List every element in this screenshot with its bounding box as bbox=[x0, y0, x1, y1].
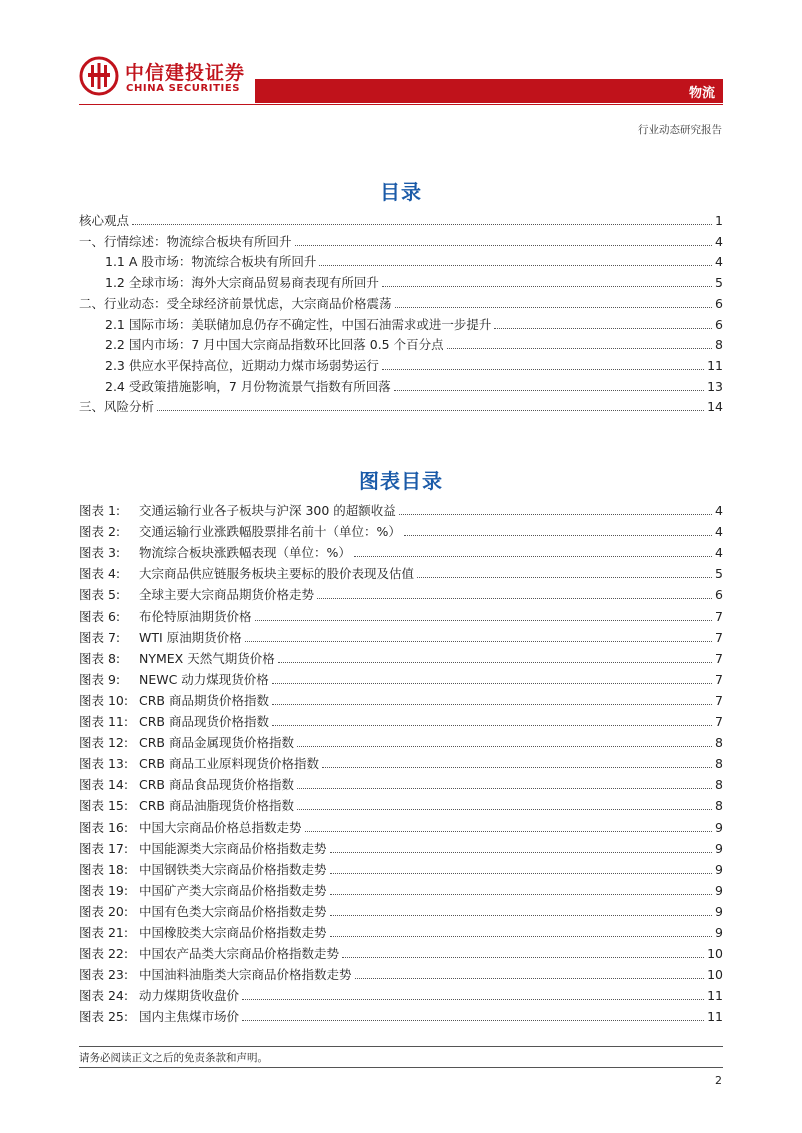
figure-title[interactable]: 中国能源类大宗商品价格指数走势 bbox=[139, 840, 327, 856]
toc-entry[interactable] bbox=[79, 313, 723, 333]
figure-entry[interactable] bbox=[79, 541, 723, 561]
report-type: 行业动态研究报告 bbox=[638, 124, 722, 136]
figure-leader-dots bbox=[242, 998, 704, 1000]
figure-page: 11 bbox=[707, 1009, 723, 1025]
figure-page: 9 bbox=[715, 925, 723, 940]
figure-number: 图表 4: bbox=[79, 566, 121, 582]
figure-entry[interactable] bbox=[79, 816, 723, 836]
figure-entry[interactable] bbox=[79, 773, 723, 793]
figure-number: 图表 9: bbox=[79, 671, 121, 687]
figure-entry[interactable] bbox=[79, 858, 723, 878]
toc-entry-title[interactable]: 2.1 国际市场：美联储加息仍存不确定性，中国石油需求或进一步提升 bbox=[105, 316, 492, 332]
figure-list-title: 图表目录 bbox=[359, 469, 443, 493]
sector-banner bbox=[255, 79, 723, 103]
figure-leader-dots bbox=[322, 766, 712, 768]
figure-page: 7 bbox=[715, 608, 723, 624]
toc-entry[interactable] bbox=[79, 271, 723, 291]
figure-title[interactable]: CRB 商品食品现货价格指数 bbox=[139, 777, 294, 793]
header-divider bbox=[79, 104, 723, 105]
figure-leader-dots bbox=[242, 1019, 704, 1021]
figure-entry[interactable] bbox=[79, 647, 723, 667]
toc-entry-title[interactable]: 1.2 全球市场：海外大宗商品贸易商表现有所回升 bbox=[105, 275, 379, 291]
figure-title[interactable]: 中国矿产类大宗商品价格指数走势 bbox=[139, 882, 327, 898]
figure-leader-dots bbox=[342, 956, 704, 958]
figure-entry[interactable] bbox=[79, 963, 723, 983]
toc-entry-page: 6 bbox=[715, 295, 723, 311]
figure-leader-dots bbox=[399, 513, 712, 515]
toc-entry-title[interactable]: 1.1 A 股市场：物流综合板块有所回升 bbox=[105, 254, 317, 270]
figure-page: 8 bbox=[715, 777, 723, 793]
figure-page: 7 bbox=[715, 650, 723, 666]
toc-entry-page: 6 bbox=[715, 316, 723, 332]
toc-entry-title[interactable]: 核心观点 bbox=[79, 213, 130, 228]
figure-page: 7 bbox=[715, 714, 723, 729]
figure-entry[interactable] bbox=[79, 900, 723, 920]
figure-number: 图表 23: bbox=[79, 967, 129, 983]
figure-page: 6 bbox=[715, 587, 723, 603]
figure-title[interactable]: CRB 商品工业原料现货价格指数 bbox=[139, 756, 319, 772]
figure-page: 4 bbox=[715, 503, 723, 518]
toc-entry-title[interactable]: 二、行业动态：受全球经济前景忧虑，大宗商品价格震荡 bbox=[79, 295, 392, 311]
toc-entry-title[interactable]: 2.4 受政策措施影响，7 月份物流景气指数有所回落 bbox=[105, 378, 391, 394]
disclaimer-text: 请务必阅读正文之后的免责条款和声明。 bbox=[79, 1052, 268, 1064]
toc-leader-dots bbox=[319, 264, 712, 266]
toc-entry-page: 4 bbox=[715, 233, 723, 249]
logo-chinese-name: 中信建投证券 bbox=[125, 62, 246, 84]
figure-leader-dots bbox=[297, 745, 712, 747]
figure-entry[interactable] bbox=[79, 562, 723, 582]
toc-entry[interactable] bbox=[79, 354, 723, 374]
figure-page: 9 bbox=[715, 819, 723, 835]
figure-leader-dots bbox=[417, 576, 712, 578]
figure-entry[interactable] bbox=[79, 879, 723, 899]
figure-leader-dots bbox=[330, 851, 713, 853]
toc-entry-title[interactable]: 2.2 国内市场：7 月中国大宗商品指数环比回落 0.5 个百分点 bbox=[105, 337, 444, 353]
toc-leader-dots bbox=[132, 223, 712, 225]
toc-entry-title[interactable]: 一、行情综述：物流综合板块有所回升 bbox=[79, 233, 292, 249]
figure-title[interactable]: CRB 商品金属现货价格指数 bbox=[139, 735, 294, 751]
toc-entry[interactable] bbox=[79, 395, 723, 415]
figure-number: 图表 13: bbox=[79, 756, 129, 772]
toc-entry[interactable] bbox=[79, 375, 723, 395]
toc-leader-dots bbox=[395, 306, 713, 308]
figure-title[interactable]: 中国有色类大宗商品价格指数走势 bbox=[139, 903, 327, 919]
figure-leader-dots bbox=[330, 872, 713, 874]
figure-title[interactable]: 物流综合板块涨跌幅表现（单位：%） bbox=[139, 545, 351, 561]
figure-entry[interactable] bbox=[79, 731, 723, 751]
figure-leader-dots bbox=[330, 893, 713, 895]
figure-page: 5 bbox=[715, 566, 723, 582]
figure-page: 4 bbox=[715, 524, 723, 540]
figure-leader-dots bbox=[305, 830, 713, 832]
toc-entry-page: 13 bbox=[707, 378, 723, 394]
figure-page: 7 bbox=[715, 629, 723, 645]
figure-leader-dots bbox=[354, 555, 712, 557]
figure-title[interactable]: NYMEX 天然气期货价格 bbox=[139, 650, 275, 666]
toc-entry-page: 5 bbox=[715, 275, 723, 291]
sector-label: 物流 bbox=[688, 86, 715, 101]
toc-leader-dots bbox=[295, 244, 713, 246]
toc-entry-title[interactable]: 三、风险分析 bbox=[79, 399, 155, 415]
figure-page: 10 bbox=[707, 946, 723, 962]
figure-number: 图表 7: bbox=[79, 629, 121, 645]
toc-entry-title[interactable]: 2.3 供应水平保持高位，近期动力煤市场弱势运行 bbox=[105, 357, 379, 373]
figure-entry[interactable] bbox=[79, 605, 723, 625]
figure-number: 图表 5: bbox=[79, 587, 121, 603]
figure-number: 图表 14: bbox=[79, 777, 129, 793]
figure-title[interactable]: 国内主焦煤市场价 bbox=[139, 1009, 240, 1025]
figure-number: 图表 8: bbox=[79, 650, 121, 666]
figure-number: 图表 18: bbox=[79, 861, 129, 877]
figure-leader-dots bbox=[297, 787, 712, 789]
figure-title[interactable]: WTI 原油期货价格 bbox=[139, 629, 242, 645]
figure-leader-dots bbox=[255, 619, 713, 621]
figure-page: 9 bbox=[715, 861, 723, 877]
figure-leader-dots bbox=[330, 914, 713, 916]
figure-number: 图表 19: bbox=[79, 882, 129, 898]
figure-leader-dots bbox=[272, 703, 712, 705]
figure-page: 9 bbox=[715, 840, 723, 856]
figure-leader-dots bbox=[278, 661, 712, 663]
figure-entry[interactable] bbox=[79, 942, 723, 962]
citic-logo-icon bbox=[79, 56, 119, 96]
figure-number: 图表 11: bbox=[79, 714, 129, 729]
figure-number: 图表 15: bbox=[79, 798, 129, 814]
figure-entry[interactable] bbox=[79, 837, 723, 857]
toc-leader-dots bbox=[494, 327, 712, 329]
figure-leader-dots bbox=[355, 977, 705, 979]
figure-title[interactable]: 中国油料油脂类大宗商品价格指数走势 bbox=[139, 967, 352, 983]
figure-entry[interactable] bbox=[79, 668, 723, 688]
footer-divider-bottom bbox=[79, 1067, 723, 1068]
figure-entry[interactable] bbox=[79, 752, 723, 772]
toc-entry[interactable] bbox=[79, 333, 723, 353]
figure-leader-dots bbox=[272, 682, 712, 684]
toc-leader-dots bbox=[157, 409, 704, 411]
figure-entry[interactable] bbox=[79, 689, 723, 709]
toc-entry-page: 1 bbox=[715, 213, 723, 228]
toc-leader-dots bbox=[447, 347, 712, 349]
figure-number: 图表 2: bbox=[79, 524, 121, 540]
figure-page: 4 bbox=[715, 545, 723, 561]
toc-entry-page: 4 bbox=[715, 254, 723, 270]
figure-title[interactable]: 中国大宗商品价格总指数走势 bbox=[139, 819, 302, 835]
figure-number: 图表 6: bbox=[79, 608, 121, 624]
figure-number: 图表 21: bbox=[79, 925, 129, 940]
figure-title[interactable]: 动力煤期货收盘价 bbox=[139, 988, 240, 1004]
figure-title[interactable]: CRB 商品油脂现货价格指数 bbox=[139, 798, 294, 814]
toc-leader-dots bbox=[394, 389, 704, 391]
figure-entry[interactable] bbox=[79, 710, 723, 730]
company-logo bbox=[79, 56, 246, 102]
figure-entry[interactable] bbox=[79, 626, 723, 646]
figure-leader-dots bbox=[272, 724, 712, 726]
figure-leader-dots bbox=[404, 534, 712, 536]
figure-page: 11 bbox=[707, 988, 723, 1004]
figure-page: 10 bbox=[707, 967, 723, 983]
figure-page: 8 bbox=[715, 798, 723, 814]
figure-number: 图表 10: bbox=[79, 692, 129, 708]
figure-title[interactable]: 中国钢铁类大宗商品价格指数走势 bbox=[139, 861, 327, 877]
figure-title[interactable]: 中国橡胶类大宗商品价格指数走势 bbox=[139, 925, 327, 940]
logo-english-name: CHINA SECURITIES bbox=[126, 83, 241, 94]
toc-leader-dots bbox=[382, 285, 712, 287]
figure-leader-dots bbox=[297, 808, 712, 810]
figure-entry[interactable] bbox=[79, 520, 723, 540]
figure-number: 图表 22: bbox=[79, 946, 129, 962]
page-number: 2 bbox=[715, 1074, 722, 1087]
toc-entry[interactable] bbox=[79, 250, 723, 270]
toc-entry-page: 11 bbox=[707, 357, 723, 373]
figure-number: 图表 1: bbox=[79, 503, 121, 518]
figure-title[interactable]: 中国农产品类大宗商品价格指数走势 bbox=[139, 946, 340, 962]
figure-page: 9 bbox=[715, 882, 723, 898]
toc-entry-page: 8 bbox=[715, 337, 723, 353]
toc-entry[interactable] bbox=[79, 209, 723, 229]
figure-leader-dots bbox=[317, 597, 712, 599]
figure-number: 图表 16: bbox=[79, 819, 129, 835]
figure-entry[interactable] bbox=[79, 984, 723, 1004]
figure-title[interactable]: 交通运输行业各子板块与沪深 300 的超额收益 bbox=[139, 503, 396, 518]
figure-number: 图表 3: bbox=[79, 545, 121, 561]
figure-title[interactable]: CRB 商品期货价格指数 bbox=[139, 692, 269, 708]
figure-title[interactable]: 布伦特原油期货价格 bbox=[139, 608, 252, 624]
figure-entry[interactable] bbox=[79, 794, 723, 814]
figure-title[interactable]: CRB 商品现货价格指数 bbox=[139, 714, 269, 729]
figure-page: 7 bbox=[715, 692, 723, 708]
toc-entry[interactable] bbox=[79, 230, 723, 250]
figure-page: 8 bbox=[715, 756, 723, 772]
figure-page: 9 bbox=[715, 903, 723, 919]
toc-entry-page: 14 bbox=[707, 399, 723, 415]
figure-page: 7 bbox=[715, 671, 723, 687]
figure-entry[interactable] bbox=[79, 1005, 723, 1025]
figure-title[interactable]: 交通运输行业涨跌幅股票排名前十（单位：%） bbox=[139, 524, 401, 540]
figure-page: 8 bbox=[715, 735, 723, 751]
page-header bbox=[0, 0, 802, 110]
figure-entry[interactable] bbox=[79, 921, 723, 941]
figure-number: 图表 25: bbox=[79, 1009, 129, 1025]
figure-title[interactable]: 全球主要大宗商品期货价格走势 bbox=[139, 587, 315, 603]
toc-leader-dots bbox=[382, 368, 704, 370]
toc-title: 目录 bbox=[380, 180, 422, 204]
figure-entry[interactable] bbox=[79, 583, 723, 603]
figure-number: 图表 20: bbox=[79, 903, 129, 919]
figure-title[interactable]: NEWC 动力煤现货价格 bbox=[139, 671, 269, 687]
figure-number: 图表 17: bbox=[79, 840, 129, 856]
figure-leader-dots bbox=[330, 935, 713, 937]
figure-number: 图表 24: bbox=[79, 988, 129, 1004]
figure-number: 图表 12: bbox=[79, 735, 129, 751]
figure-entry[interactable] bbox=[79, 499, 723, 519]
figure-leader-dots bbox=[245, 640, 712, 642]
figure-title[interactable]: 大宗商品供应链服务板块主要标的股价表现及估值 bbox=[139, 566, 415, 582]
toc-entry[interactable] bbox=[79, 292, 723, 312]
footer-divider bbox=[79, 1046, 723, 1047]
